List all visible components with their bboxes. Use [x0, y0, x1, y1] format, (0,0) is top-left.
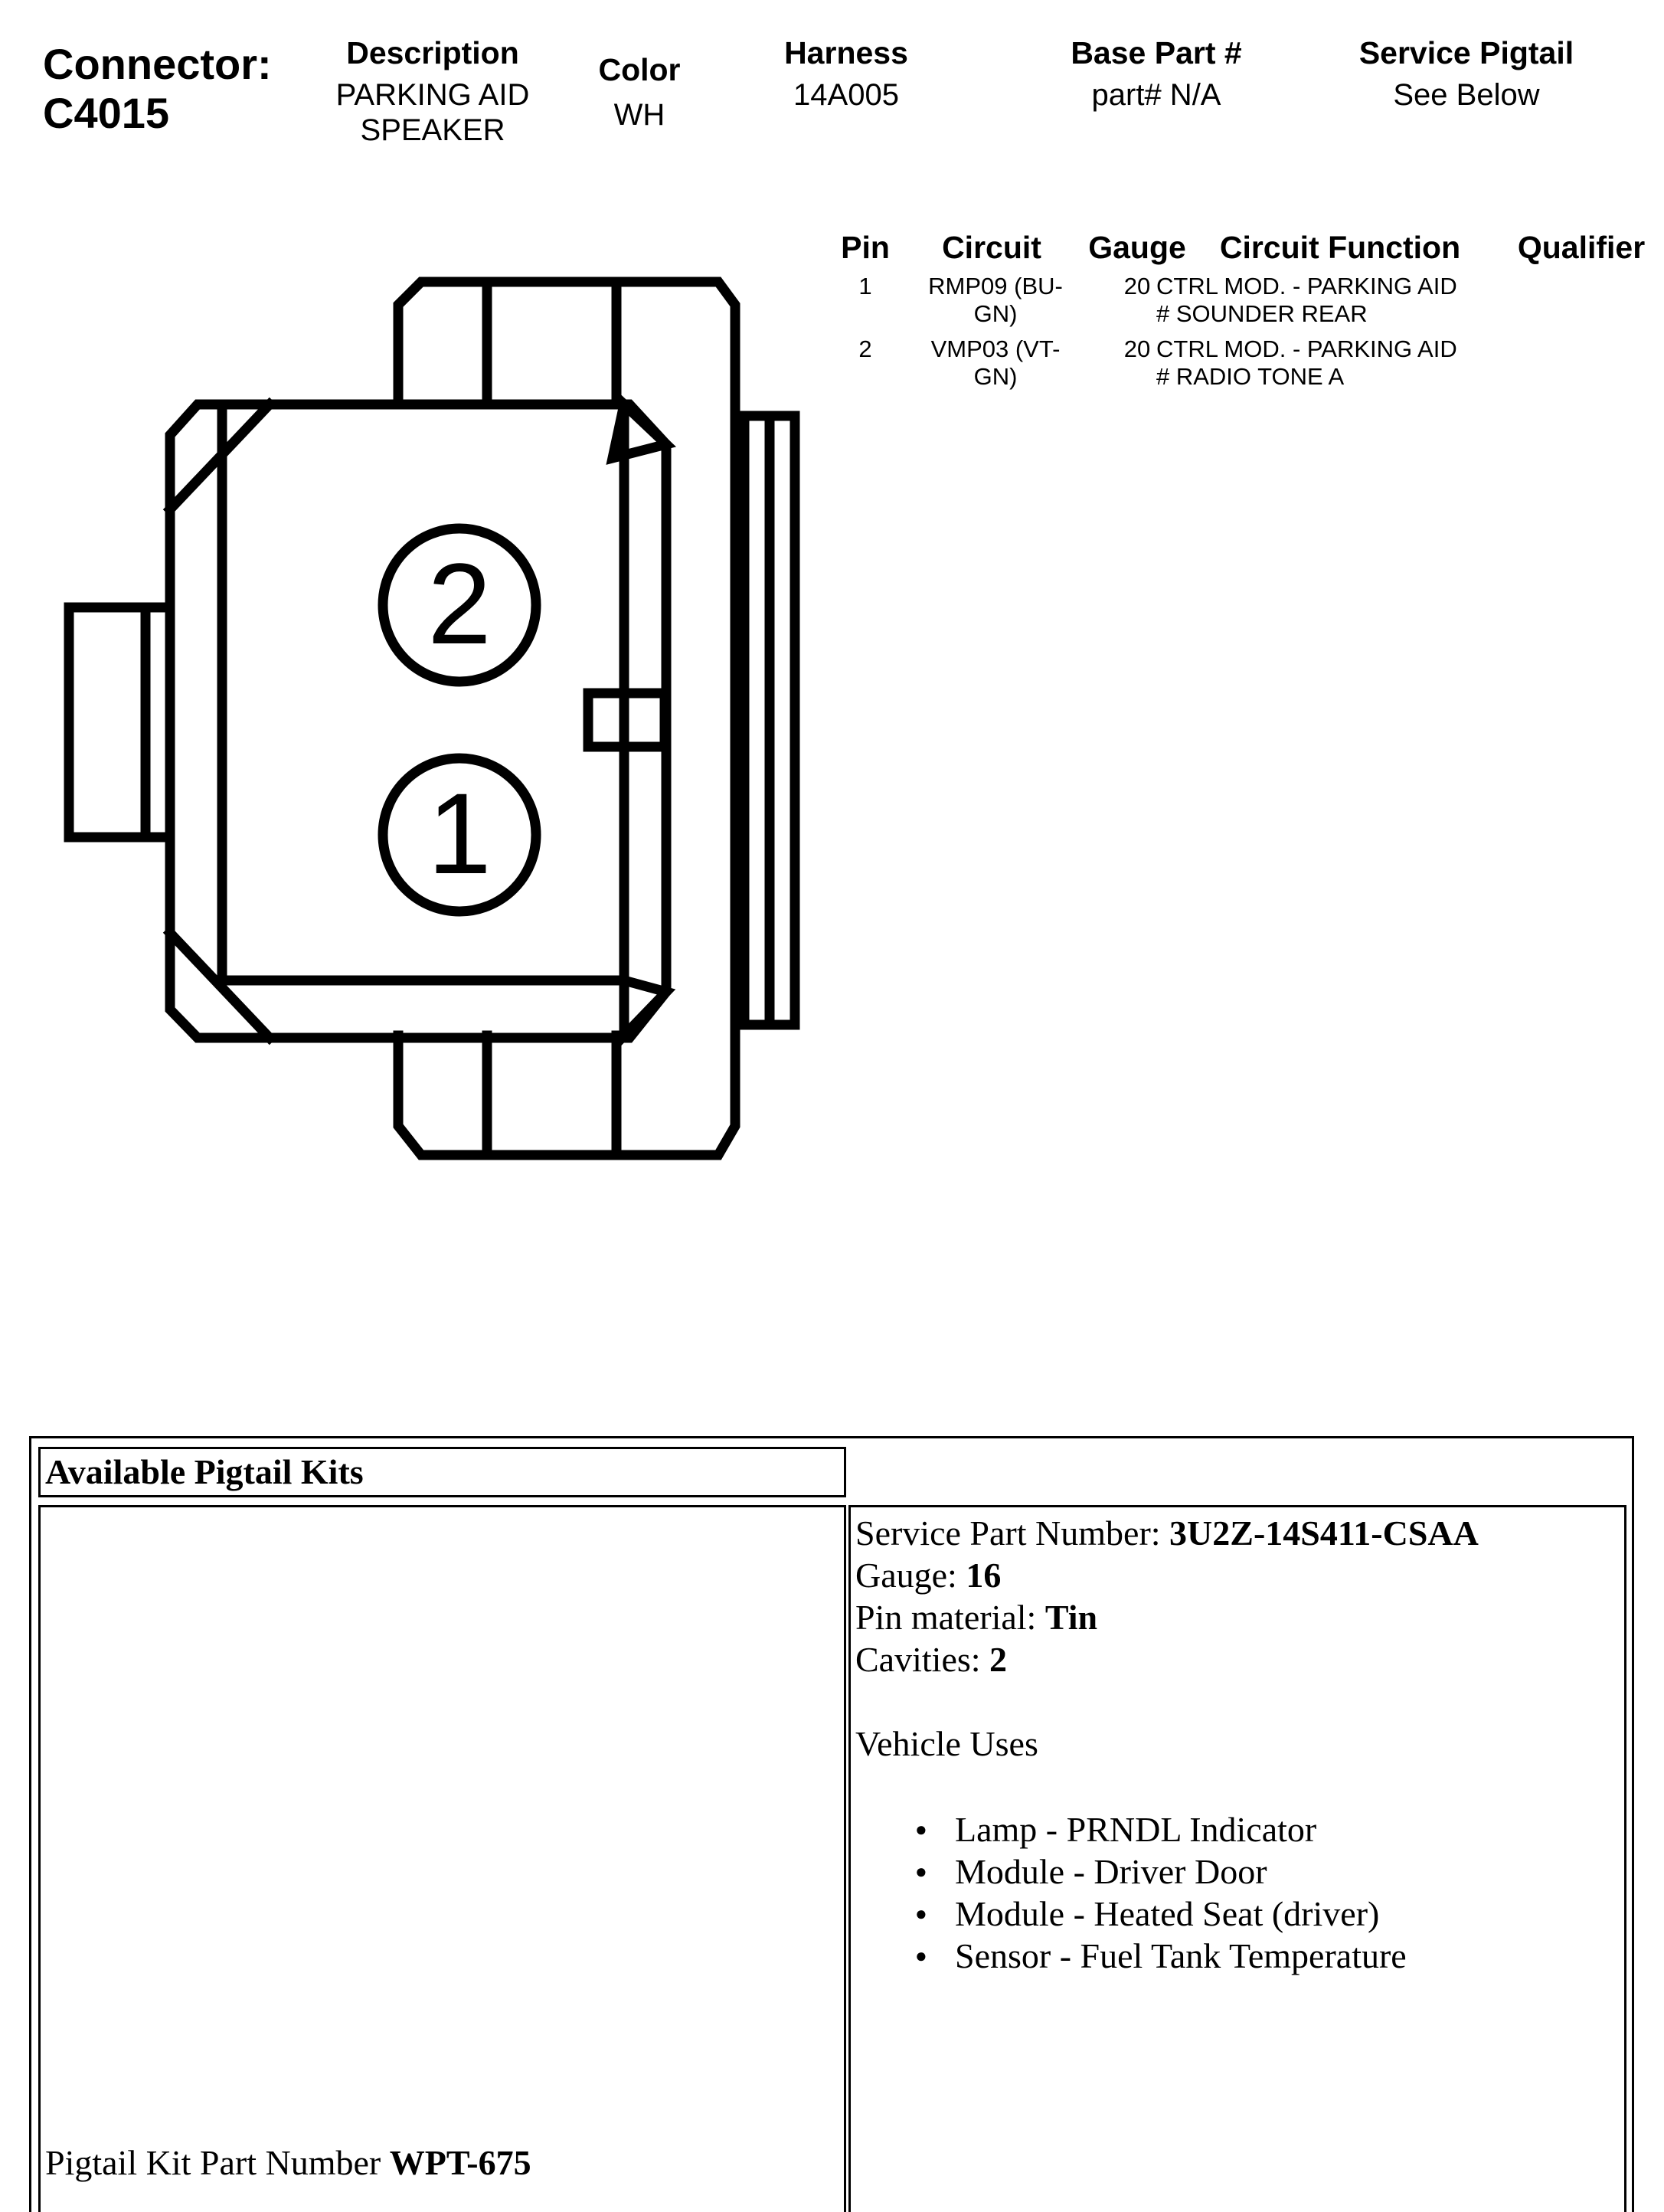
cavities: Cavities: 2 — [855, 1640, 1008, 1679]
table-row-1-gauge: 20 — [1123, 273, 1151, 299]
description-label: Description — [346, 35, 519, 70]
pin-1-label: 1 — [427, 769, 492, 898]
table-row-2-gauge: 20 — [1123, 335, 1151, 362]
base-part-column — [1041, 35, 1271, 113]
pin-table — [812, 230, 1646, 406]
service-pigtail-value: See Below — [1393, 78, 1540, 112]
list-item: ● Module - Heated Seat (driver) — [915, 1893, 1613, 1935]
left-tab — [69, 607, 170, 837]
table-row-1-circuit: RMP09 (BU- GN) — [928, 273, 1063, 327]
service-part-number: Service Part Number: 3U2Z-14S411-CSAA — [855, 1513, 1479, 1553]
pigtail-kit-number: Pigtail Kit Part Number WPT-675 — [45, 2143, 531, 2182]
top-latch — [398, 282, 735, 404]
list-item: ● Sensor - Fuel Tank Temperature — [915, 1935, 1613, 1977]
pin-material: Pin material: Tin — [855, 1598, 1098, 1637]
pin-header: Pin — [841, 230, 890, 265]
gauge-header: Gauge — [1088, 230, 1186, 265]
list-item: ● Module - Driver Door — [915, 1850, 1613, 1893]
harness-label: Harness — [784, 35, 908, 70]
key-triangle-bottom — [624, 980, 666, 1036]
connector-face-diagram — [0, 0, 842, 1195]
qualifier-header: Qualifier — [1517, 230, 1646, 265]
vehicle-uses-list — [915, 1808, 1613, 1977]
connector-id: C4015 — [43, 89, 170, 137]
table-row-1-function: CTRL MOD. - PARKING AID # SOUNDER REAR — [1156, 273, 1457, 327]
description-line1: PARKING AID — [335, 78, 530, 112]
pigtail-details-box — [848, 1505, 1626, 2212]
table-row-2-pin: 2 — [858, 335, 872, 362]
base-part-label: Base Part # — [1071, 35, 1242, 70]
pigtail-title-box — [38, 1447, 846, 1497]
list-item: ● Lamp - PRNDL Indicator — [915, 1808, 1613, 1850]
base-part-value: part# N/A — [1091, 78, 1221, 112]
circuit-header: Circuit — [942, 230, 1041, 265]
pin-2-label: 2 — [427, 539, 492, 668]
table-row-1-pin: 1 — [858, 273, 872, 299]
color-label: Color — [598, 52, 681, 87]
service-pigtail-label: Service Pigtail — [1358, 35, 1574, 70]
service-pigtail-column — [1332, 35, 1600, 113]
table-row-2-circuit: VMP03 (VT- GN) — [930, 335, 1061, 390]
color-value: WH — [613, 98, 665, 132]
bottom-latch — [398, 1036, 735, 1155]
pigtail-title: Available Pigtail Kits — [45, 1452, 364, 1491]
pigtail-kit-box — [38, 1505, 846, 2212]
description-line2: SPEAKER — [360, 113, 505, 147]
circuit-function-header: Circuit Function — [1219, 230, 1461, 265]
table-row-2-function: CTRL MOD. - PARKING AID # RADIO TONE A — [1156, 335, 1457, 390]
gauge: Gauge: 16 — [855, 1556, 1002, 1595]
connector-body-inner — [222, 404, 624, 980]
harness-value: 14A005 — [793, 78, 899, 112]
connector-label-text: Connector: — [43, 40, 272, 88]
pigtail-details — [855, 1512, 1613, 1977]
vehicle-uses-label: Vehicle Uses — [855, 1724, 1038, 1763]
